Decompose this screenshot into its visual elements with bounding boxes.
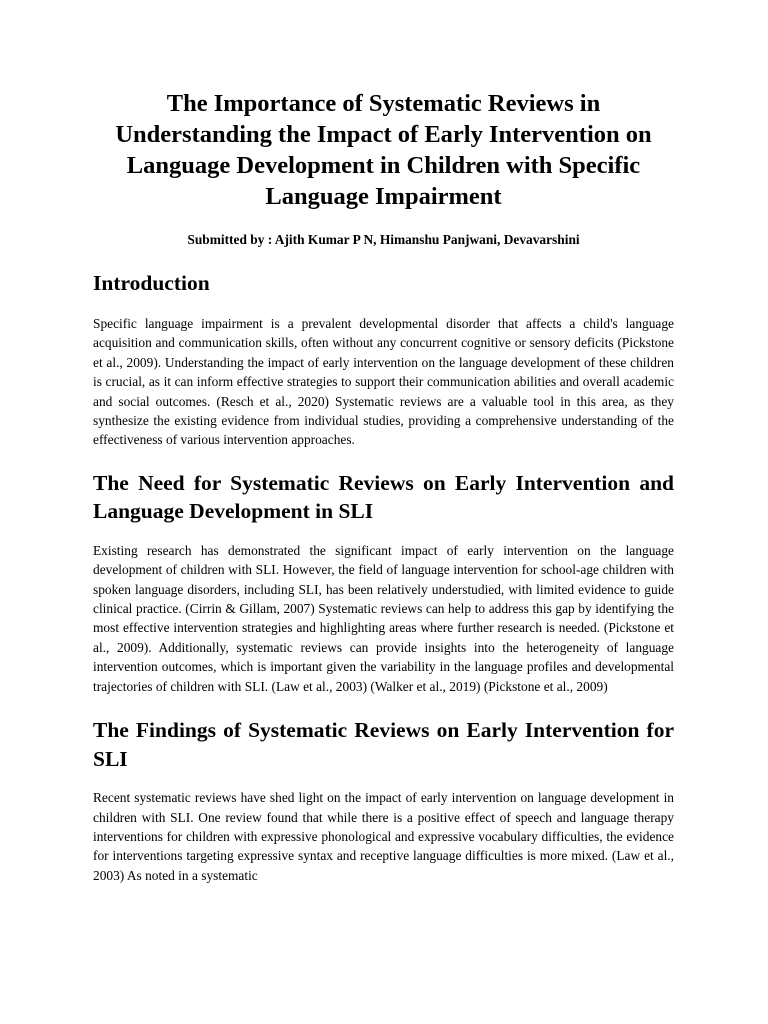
section-heading-findings: The Findings of Systematic Reviews on Early Intervention for SLI [93,718,674,771]
section-paragraph-findings: Recent systematic reviews have shed light on the impact of early intervention on language development in children with SLI. One review found that while there is a positive effect of speech and language therapy interventions for children with expressive phonological and expressive vocabulary difficulties, the evidence for interventions targeting expressive syntax and receptive language difficulties is more mixed. (Law et al., 2003) As noted in a systematic [93,790,674,883]
document-authors: Submitted by : Ajith Kumar P N, Himanshu Panjwani, Devavarshini [187,232,580,247]
document-page [93,88,674,885]
section-heading-need-for-reviews: The Need for Systematic Reviews on Early Intervention and Language Development in SLI [93,470,674,524]
document-title: The Importance of Systematic Reviews in Understanding the Impact of Early Intervention on Language Development in Children with Specific Language Impairment [115,90,652,210]
section-heading-introduction: Introduction [93,271,210,295]
section-paragraph-introduction: Specific language impairment is a prevalent developmental disorder that affects a child's language acquisition and communication skills, often without any concurrent cognitive or sensory deficits (Pickstone et al., 2009). Understanding the impact of early intervention on the language development of these children is crucial, as it can inform effective strategies to support their communication abilities and overall academic and social outcomes. (Resch et al., 2020) Systematic reviews are a valuable tool in this area, as they synthesize the existing evidence from individual studies, providing a comprehensive understanding of the effectiveness of various intervention approaches. [93,316,674,448]
section-paragraph-need-for-reviews: Existing research has demonstrated the significant impact of early intervention on the language development of children with SLI. However, the field of language intervention for school-age children with spoken language disorders, including SLI, has been relatively understudied, with limited evidence to guide clinical practice. (Cirrin & Gillam, 2007) Systematic reviews can help to address this gap by identifying the most effective intervention strategies and highlighting areas where further research is needed. (Pickstone et al., 2009). Additionally, systematic reviews can provide insights into the heterogeneity of language intervention outcomes, which is important given the variability in the language profiles and developmental trajectories of children with SLI. (Law et al., 2003) (Walker et al., 2019) (Pickstone et al., 2009) [93,542,674,694]
